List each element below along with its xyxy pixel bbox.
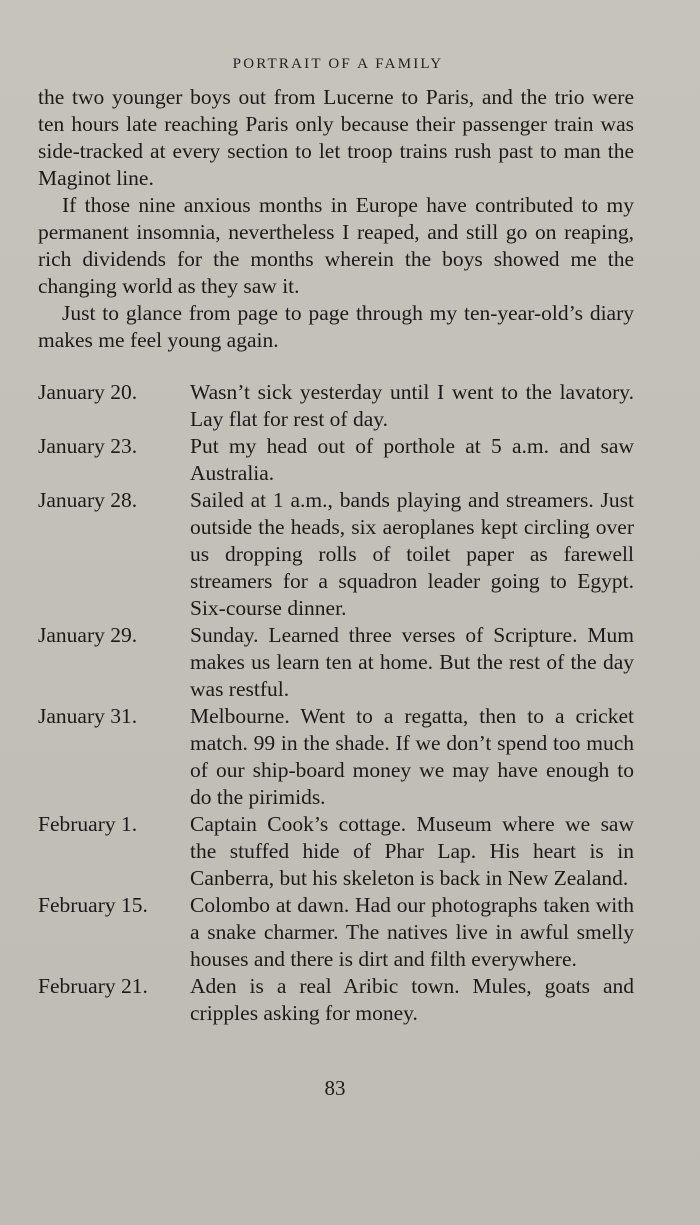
paragraph: the two younger boys out from Lucerne to Paris, and the trio were ten hours late reaching Paris only because their passenger train was side-tracked at every section to let troop trains rush past to man the Maginot line. — [38, 85, 634, 190]
page-number: 83 — [324, 1076, 346, 1100]
entry-date: January 23. — [38, 434, 138, 458]
entry-text: Aden is a real Aribic town. Mules, goats and cripples asking for money. — [190, 974, 634, 1025]
paragraph: If those nine anxious months in Europe have contributed to my permanent insomnia, nevertheless I reaped, and still go on reaping, rich dividends for the months wherein the boys showed me the changing world as they saw it. — [38, 193, 634, 298]
entry-text: Melbourne. Went to a regatta, then to a cricket match. 99 in the shade. If we don’t spend too much of our ship-board money we may have enough to do the pirimids. — [190, 704, 634, 809]
diary-entry — [38, 433, 634, 487]
diary-entry — [38, 487, 634, 622]
entry-date: January 28. — [38, 488, 138, 512]
diary-entry — [38, 892, 634, 973]
entry-text: Sunday. Learned three verses of Scripture. Mum makes us learn ten at home. But the rest of the day was restful. — [190, 623, 634, 701]
running-head: PORTRAIT OF A FAMILY — [232, 56, 444, 72]
entry-text: Colombo at dawn. Had our photographs taken with a snake charmer. The natives live in awful smelly houses and there is dirt and filth everywhere. — [190, 893, 634, 971]
diary-entry — [38, 703, 634, 811]
diary-entry — [38, 811, 634, 892]
entry-date: January 20. — [38, 380, 138, 404]
diary-entries — [38, 379, 634, 1027]
entry-date: January 29. — [38, 623, 138, 647]
paragraph: Just to glance from page to page through my ten-year-old’s diary makes me feel young again. — [38, 301, 634, 352]
entry-text: Wasn’t sick yesterday until I went to the lavatory. Lay flat for rest of day. — [190, 380, 634, 431]
diary-entry — [38, 622, 634, 703]
diary-entry — [38, 973, 634, 1027]
entry-text: Put my head out of porthole at 5 a.m. and saw Australia. — [190, 434, 634, 485]
entry-text: Sailed at 1 a.m., bands playing and streamers. Just outside the heads, six aeroplanes kept circling over us dropping rolls of toilet paper as farewell streamers for a squadron leader going to Egypt. Six-course dinner. — [190, 488, 634, 620]
entry-date: February 1. — [38, 812, 138, 836]
entry-date: February 15. — [38, 893, 148, 917]
entry-date: February 21. — [38, 974, 148, 998]
entry-date: January 31. — [38, 704, 138, 728]
diary-entry — [38, 379, 634, 433]
entry-text: Captain Cook’s cottage. Museum where we saw the stuffed hide of Phar Lap. His heart is in Canberra, but his skeleton is back in New Zealand. — [190, 812, 634, 890]
body-text — [38, 84, 634, 354]
